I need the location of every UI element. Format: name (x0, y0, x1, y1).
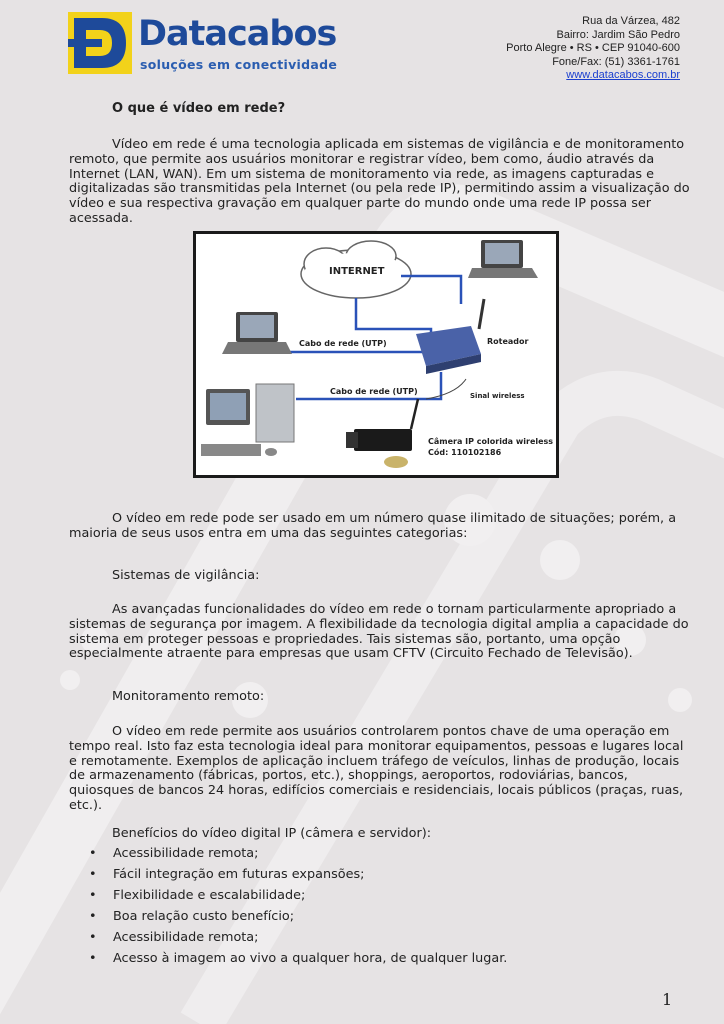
logo-name: Datacabos (138, 14, 337, 54)
company-address (506, 15, 680, 83)
section-paragraph: As avançadas funcionalidades do vídeo em rede o tornam particularmente apropriado a sistemas de segurança por imagem. A flexibilidade da tecnologia digital amplia a capacidade do sistema em proteger pessoas e propriedades. Tais sistemas são, portanto, uma opção especialmente atraente para empresas que usam CFTV (Circuito Fechado de Televisão). (69, 602, 689, 662)
desktop-computer-icon (201, 384, 294, 456)
laptop-icon (468, 240, 538, 278)
datacabos-logo[interactable] (68, 12, 338, 76)
list-item: • Flexibilidade e escalabilidade; (69, 888, 669, 909)
diagram-svg (196, 234, 556, 475)
section-heading: Monitoramento remoto: (112, 689, 265, 704)
internet-label: INTERNET (329, 266, 385, 277)
page-header (0, 0, 724, 90)
camera-label: Câmera IP colorida wireless (428, 437, 554, 446)
network-diagram (193, 231, 559, 478)
section-paragraph: O vídeo em rede permite aos usuários controlarem pontos chave de uma operação em tempo real. Isto faz esta tecnologia ideal para monitorar equipamentos, pessoas e lugares local e remotamente. Exemplos de aplicação incluem tráfego de veículos, linhas de produção, locais de armazenamento (fábricas, portos, etc.), shoppings, aeroportos, rodoviárias, bancos, quiosques de bancos 24 horas, edifícios comerciais e residenciais, locais públicos (praças, ruas, etc.). (69, 724, 684, 813)
benefits-list (69, 846, 669, 972)
ip-camera-icon (346, 399, 418, 468)
page-title: O que é vídeo em rede? (112, 101, 286, 116)
intro-paragraph: Vídeo em rede é uma tecnologia aplicada em sistemas de vigilância e de monitoramento remoto, que permite aos usuários monitorar e registrar vídeo, bem como, áudio através da Internet (LAN, WAN). Em um sistema de monitoramento via rede, as imagens capturadas e digitalizadas são transmitidas pela Internet (ou pela rede IP), permitindo assim a visualização do vídeo e sua respectiva gravação em qualquer parte do mundo onde uma rede IP possa ser acessada. (69, 137, 690, 226)
cable-label: Cabo de rede (UTP) (330, 387, 418, 396)
benefits-heading: Benefícios do vídeo digital IP (câmera e servidor): (112, 826, 432, 841)
wireless-label: Sinal wireless (470, 392, 525, 400)
usage-paragraph: O vídeo em rede pode ser usado em um número quase ilimitado de situações; porém, a maioria de seus usos entra em uma das seguintes categorias: (69, 511, 677, 541)
section-heading: Sistemas de vigilância: (112, 568, 260, 583)
list-item: • Fácil integração em futuras expansões; (69, 867, 669, 888)
address-line: Porto Alegre • RS • CEP 91040-600 (506, 42, 680, 55)
laptop-icon (222, 312, 292, 354)
router-label: Roteador (487, 337, 529, 346)
list-item: • Boa relação custo benefício; (69, 909, 669, 930)
address-line: Fone/Fax: (51) 3361-1761 (552, 55, 680, 68)
address-line: Bairro: Jardim São Pedro (556, 28, 680, 41)
cable-label: Cabo de rede (UTP) (299, 339, 387, 348)
list-item: • Acessibilidade remota; (69, 930, 669, 951)
address-line: Rua da Várzea, 482 (582, 15, 680, 27)
list-item: • Acesso à imagem ao vivo a qualquer hora, de qualquer lugar. (69, 951, 669, 972)
router-icon (416, 299, 484, 374)
logo-tagline: soluções em conectividade (140, 57, 338, 72)
list-item: • Acessibilidade remota; (69, 846, 669, 867)
camera-code-label: Cód: 110102186 (428, 448, 502, 457)
wireless-signal-line (426, 379, 466, 399)
logo-d-icon (68, 12, 132, 74)
page-number: 1 (662, 990, 673, 1009)
website-link[interactable]: www.datacabos.com.br (566, 69, 680, 82)
